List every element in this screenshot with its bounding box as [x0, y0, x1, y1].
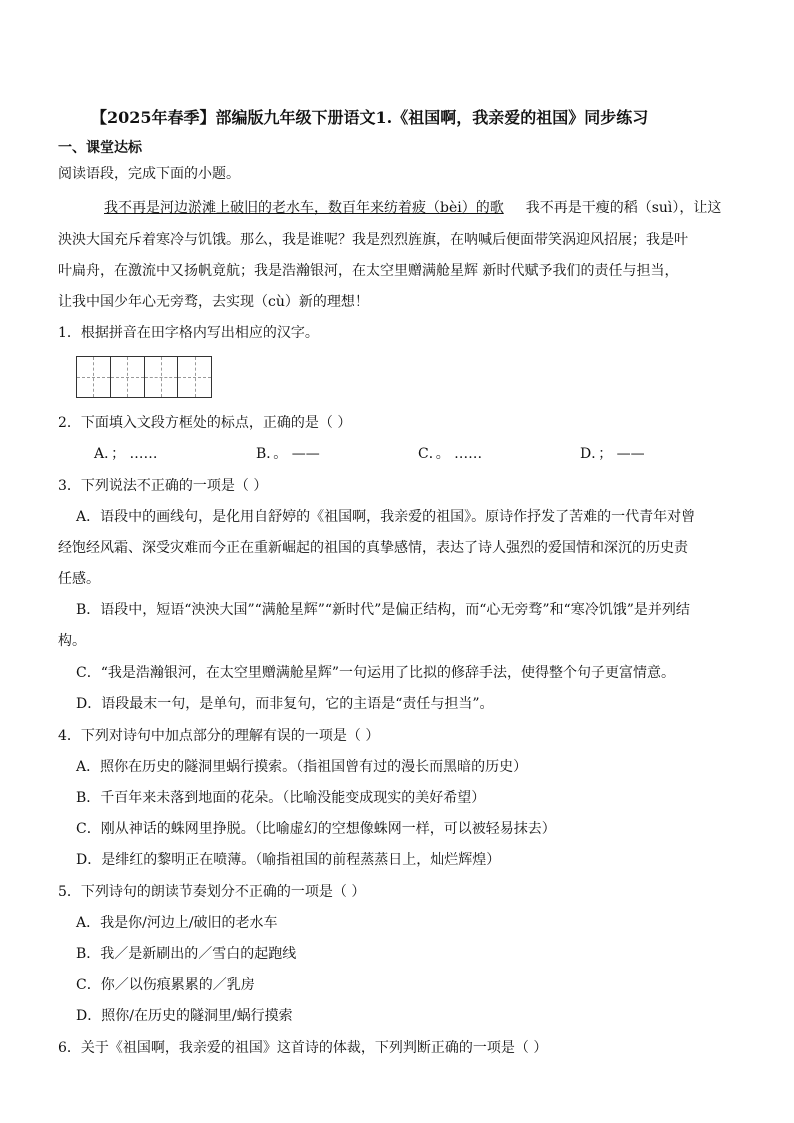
q3-option-a-line-1: A．语段中的画线句，是化用自舒婷的《祖国啊，我亲爱的祖国》。原诗作抒发了苦难的一代青年对曾: [76, 509, 696, 525]
passage-line-1-rest: 我不再是干瘦的稻（suì），让这: [525, 200, 722, 216]
passage-line-2: 泱泱大国充斥着寒冷与饥饿。那么，我是谁呢？我是烈烈旌旗，在呐喊后便面带笑涡迎风招展；我是叶: [58, 232, 688, 248]
tianzige-grid[interactable]: [76, 356, 212, 398]
q2-option-b: B．。 ——: [256, 446, 320, 462]
q2-option-a: A．； ……: [94, 446, 158, 462]
passage-line-1: [104, 198, 721, 218]
q4-option-a: A．照你在历史的隧洞里蜗行摸索。（指祖国曾有过的漫长而黑暗的历史）: [76, 759, 528, 775]
tianzige-cell[interactable]: [178, 357, 211, 397]
q4-option-b: B．千百年来未落到地面的花朵。（比喻没能变成现实的美好希望）: [76, 790, 486, 806]
tianzige-cell[interactable]: [145, 357, 179, 397]
q5-option-d: D．照你/在历史的隧洞里/蜗行摸索: [76, 1008, 293, 1024]
q3-option-a-line-3: 任感。: [58, 571, 100, 587]
underlined-sentence: 我不再是河边淤滩上破旧的老水车，数百年来纺着疲（bèi）的歌: [104, 200, 504, 216]
tianzige-cell[interactable]: [111, 357, 145, 397]
passage-line-3: 叶扁舟，在激流中又扬帆竟航；我是浩瀚银河，在太空里赠满舱星辉 新时代赋予我们的责任与担当，: [58, 263, 679, 279]
question-5: 5．下列诗句的朗读节奏划分不正确的一项是（ ）: [58, 884, 366, 900]
q5-option-a: A．我是你/河边上/破旧的老水车: [76, 915, 278, 931]
question-1: 1．根据拼音在田字格内写出相应的汉字。: [58, 325, 319, 341]
q3-option-b-line-1: B．语段中，短语“泱泱大国”“满舱星辉”“新时代”是偏正结构，而“心无旁骛”和“寒冷饥饿”是并列结: [76, 602, 690, 618]
question-4: 4．下列对诗句中加点部分的理解有误的一项是（ ）: [58, 728, 380, 744]
q3-option-b-line-2: 构。: [58, 633, 86, 649]
q4-option-d: D．是绯红的黎明正在喷薄。（喻指祖国的前程蒸蒸日上，灿烂辉煌）: [76, 852, 501, 868]
doc-title: 【2025年春季】部编版九年级下册语文1.《祖国啊，我亲爱的祖国》同步练习: [91, 108, 649, 127]
q5-option-c: C．你／以伤痕累累的／乳房: [76, 977, 255, 993]
question-3: 3．下列说法不正确的一项是（ ）: [58, 478, 268, 494]
q5-option-b: B．我／是新刷出的／雪白的起跑线: [76, 946, 297, 962]
q3-option-a-line-2: 经饱经风霜、深受灾难而今正在重新崛起的祖国的真挚感情，表达了诗人强烈的爱国情和深沉的历史责: [58, 540, 688, 556]
q2-option-d: D．； ——: [580, 446, 645, 462]
question-2: 2．下面填入文段方框处的标点，正确的是（ ）: [58, 415, 352, 431]
q3-option-c: C．“我是浩瀚银河，在太空里赠满舱星辉”一句运用了比拟的修辞手法，使得整个句子更富情意。: [76, 665, 676, 681]
q4-option-c: C．刚从神话的蛛网里挣脱。（比喻虚幻的空想像蛛网一样，可以被轻易抹去）: [76, 821, 556, 837]
tianzige-cell[interactable]: [77, 357, 111, 397]
intro-text: 阅读语段，完成下面的小题。: [58, 166, 240, 182]
q3-option-d: D．语段最末一句，是单句，而非复句，它的主语是“责任与担当”。: [76, 696, 494, 712]
q2-option-c: C．。 ……: [418, 446, 483, 462]
question-6: 6．关于《祖国啊，我亲爱的祖国》这首诗的体裁，下列判断正确的一项是（ ）: [58, 1040, 548, 1056]
passage-line-4: 让我中国少年心无旁骛，去实现（cù）新的理想！: [58, 294, 369, 310]
section-heading: 一、课堂达标: [58, 140, 142, 156]
